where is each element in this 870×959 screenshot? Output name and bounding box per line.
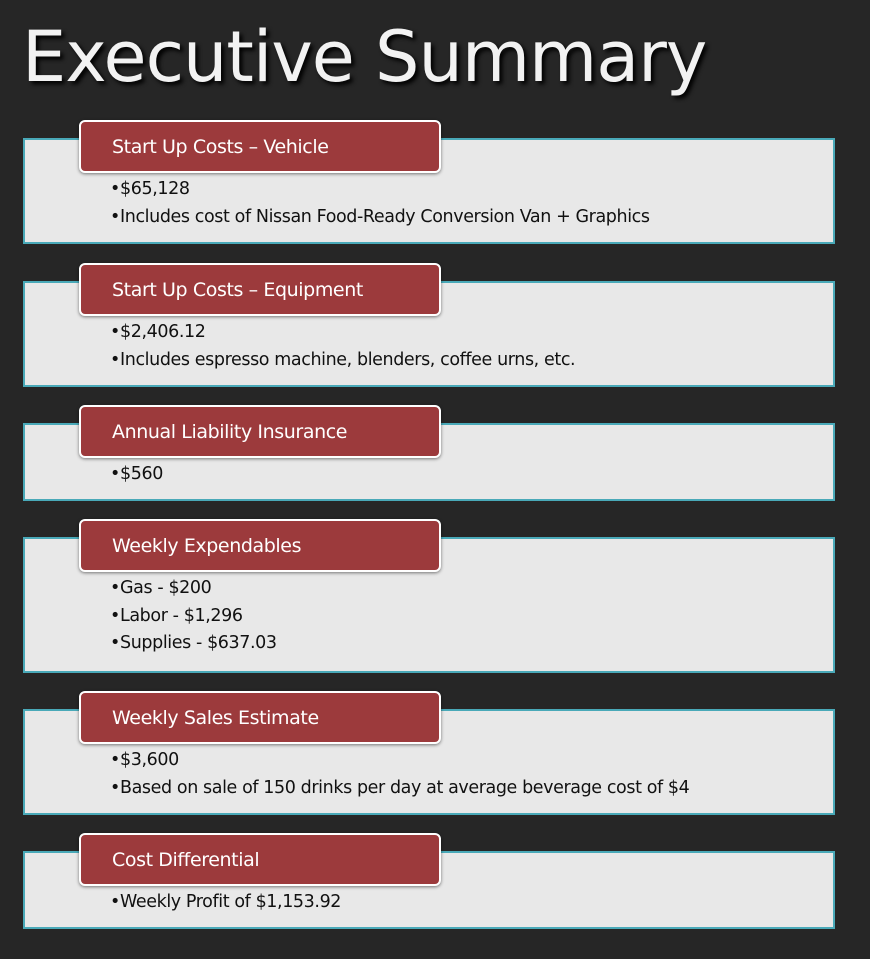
bullet-icon: •: [110, 892, 120, 912]
summary-section-expendables: [0, 519, 870, 673]
bullet-item: [110, 575, 277, 603]
bullet-item: [110, 347, 575, 375]
section-heading: Weekly Expendables: [79, 519, 441, 572]
bullet-item: [110, 176, 650, 204]
summary-section-insurance: [0, 405, 870, 501]
bullet-icon: •: [110, 605, 120, 626]
section-heading: Weekly Sales Estimate: [79, 691, 441, 744]
summary-section-equipment: [0, 263, 870, 387]
bullet-list: [110, 747, 689, 802]
bullet-item: [110, 603, 277, 631]
bullet-item: [110, 630, 277, 658]
bullet-text: Weekly Profit of $1,153.92: [120, 892, 342, 912]
bullet-icon: •: [110, 578, 120, 598]
bullet-icon: •: [110, 633, 120, 653]
summary-section-cost-differential: [0, 833, 870, 929]
bullet-list: [110, 889, 341, 917]
bullet-icon: •: [110, 777, 120, 798]
bullet-list: [110, 319, 575, 374]
bullet-icon: •: [110, 322, 120, 342]
bullet-list: [110, 575, 277, 658]
bullet-text: Includes cost of Nissan Food-Ready Conversion Van + Graphics: [120, 206, 650, 227]
bullet-item: [110, 204, 650, 232]
bullet-item: [110, 747, 689, 775]
bullet-icon: •: [110, 349, 120, 370]
bullet-text: Labor - $1,296: [120, 605, 243, 626]
section-heading: Annual Liability Insurance: [79, 405, 441, 458]
bullet-icon: •: [110, 179, 120, 199]
bullet-text: Includes espresso machine, blenders, coffee urns, etc.: [120, 349, 576, 370]
bullet-icon: •: [110, 464, 120, 484]
bullet-icon: •: [110, 206, 120, 227]
summary-section-sales-estimate: [0, 691, 870, 815]
section-heading: Start Up Costs – Vehicle: [79, 120, 441, 173]
bullet-item: [110, 889, 341, 917]
bullet-text: Supplies - $637.03: [120, 633, 277, 653]
bullet-text: $2,406.12: [120, 322, 206, 342]
bullet-item: [110, 461, 163, 489]
section-heading: Cost Differential: [79, 833, 441, 886]
summary-section-vehicle: [0, 120, 870, 244]
bullet-text: Gas - $200: [120, 578, 212, 598]
bullet-icon: •: [110, 750, 120, 770]
bullet-item: [110, 319, 575, 347]
bullet-text: $560: [120, 464, 163, 484]
bullet-list: [110, 461, 163, 489]
bullet-item: [110, 775, 689, 803]
section-heading: Start Up Costs – Equipment: [79, 263, 441, 316]
bullet-text: $3,600: [120, 750, 179, 770]
bullet-text: Based on sale of 150 drinks per day at average beverage cost of $4: [120, 777, 690, 798]
page-title: Executive Summary: [22, 16, 707, 98]
bullet-text: $65,128: [120, 179, 190, 199]
bullet-list: [110, 176, 650, 231]
